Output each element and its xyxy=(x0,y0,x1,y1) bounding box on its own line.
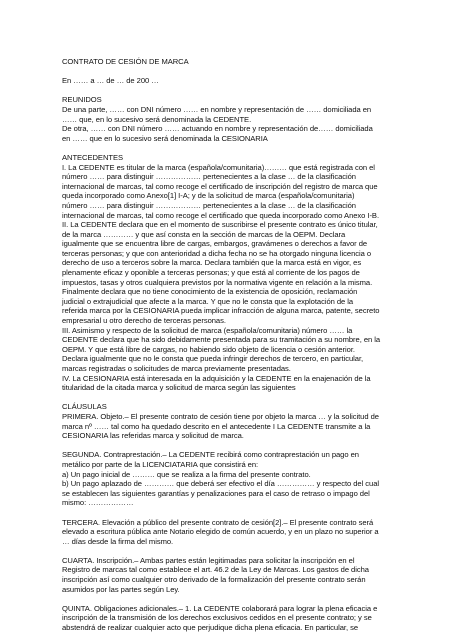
antecedentes-line: judicial o extrajudicial que afecte a la marca. Y que no le consta que la explotación de la xyxy=(62,296,354,306)
clausula-quinta-line: inscripción de la transmisión de los derechos exclusivos cedidos en el presente contrato; y se xyxy=(62,613,372,623)
antecedentes-line: CEDENTE declara que ha sido debidamente presentada para su tramitación a su nombre, en la xyxy=(62,335,381,345)
antecedentes-line: derecho de uso a terceros sobre la marca. Declara también que la marca está en vigor, es xyxy=(62,258,362,268)
clausula-tercera-line: elevado a escritura pública ante Notario elegido de común acuerdo, y en un plazo no superior a xyxy=(62,527,379,537)
paragraph-gap xyxy=(62,546,423,556)
antecedentes-line: número …… para distinguir ……………… pertenecientes a la clase … de la clasificación xyxy=(62,200,356,210)
paragraph-gap xyxy=(62,86,423,96)
antecedentes-line: III. Asimismo y respecto de la solicitud de marca (española/comunitaria) número …… la xyxy=(62,325,353,335)
antecedentes-line: plenamente eficaz y oponible a terceras personas; y que está al corriente de los pagos de xyxy=(62,268,360,278)
paragraph-gap xyxy=(62,67,423,77)
clausula-segunda-line: se establecen las siguientes garantías y penalizaciones para el caso de retraso o impago del xyxy=(62,488,370,498)
antecedentes-line: II. La CEDENTE declara que en el momento de suscribirse el presente contrato es único titular, xyxy=(62,220,378,230)
section-heading-clausulas: CLÁUSULAS xyxy=(62,402,107,412)
paragraph-gap xyxy=(62,508,423,518)
clausula-quinta-line: QUINTA. Obligaciones adicionales.– 1. La CEDENTE colaborará para lograr la plena eficacia e xyxy=(62,603,378,613)
paragraph-gap xyxy=(62,441,423,451)
antecedentes-line: Finalmente declara que no tiene conocimiento de la existencia de oposición, reclamación xyxy=(62,287,358,297)
section-heading-reunidos: REUNIDOS xyxy=(62,95,102,105)
document-body xyxy=(62,57,423,633)
reunidos-line: en …… que en lo sucesivo será denominada la CESIONARIA xyxy=(62,133,268,143)
section-heading-antecedentes: ANTECEDENTES xyxy=(62,152,124,162)
antecedentes-line: terceras personas; y que con anterioridad a dicha fecha no se ha otorgado ninguna licencia o xyxy=(62,248,372,258)
paragraph-gap xyxy=(62,393,423,403)
clausula-primera-line: marca nº …… tal como ha quedado descrito en el antecedente I La CEDENTE transmite a la xyxy=(62,421,371,431)
clausula-segunda-line: metálico por parte de la LICENCIATARIA que consistirá en: xyxy=(62,459,259,469)
antecedentes-line: número …… para distinguir ……………… pertenecientes a la clase … de la clasificación xyxy=(62,172,356,182)
clausula-cuarta-line: Registro de marcas tal como establece el art. 46.2 de la Ley de Marcas. Los gastos de dicha xyxy=(62,565,369,575)
clausula-segunda-line: a) Un pago inicial de ……… que se realiza a la firma del presente contrato. xyxy=(62,469,311,479)
antecedentes-line: empresarial u otro derecho de terceras personas. xyxy=(62,316,226,326)
reunidos-line: De una parte, …… con DNI número …… en nombre y representación de …… domiciliada en xyxy=(62,104,372,114)
clausula-cuarta-line: CUARTA. Inscripción.– Ambas partes están legitimadas para solicitar la inscripción en el xyxy=(62,555,355,565)
clausula-tercera-line: TERCERA. Elevación a público del presente contrato de cesión[2].– El presente contrato será xyxy=(62,517,374,527)
clausula-cuarta-line: inscripción así como cualquier otro derivado de la formalización del presente contrato serán xyxy=(62,575,366,585)
antecedentes-line: titularidad de la citada marca y solicitud de marca según las siguientes xyxy=(62,383,296,393)
date-line: En …… a … de … de 200 … xyxy=(62,76,159,86)
clausula-primera-line: PRIMERA. Objeto.– El presente contrato de cesión tiene por objeto la marca … y la solicitud de xyxy=(62,411,379,421)
antecedentes-line: queda incorporado como Anexo[1] I-A; y de la solicitud de marca (española/comunitaria) xyxy=(62,191,355,201)
antecedentes-line: internacional de marcas, tal como recoge el certificado que queda incorporado como Anexo I-B. xyxy=(62,210,380,220)
clausula-segunda-line: mismo: ……………… xyxy=(62,498,134,508)
antecedentes-line: referida marca por la CESIONARIA pueda implicar infracción de alguna marca, patente, secreto xyxy=(62,306,380,316)
clausula-cuarta-line: asumidos por las partes según Ley. xyxy=(62,584,180,594)
paragraph-gap xyxy=(62,594,423,604)
clausula-primera-line: CESIONARIA las referidas marca y solicitud de marca. xyxy=(62,431,244,441)
antecedentes-line: I. La CEDENTE es titular de la marca (española/comunitaria)……… que está registrada con el xyxy=(62,162,375,172)
clausula-quinta-line: abstendrá de realizar cualquier acto que perjudique dicha plena eficacia. En particular, se xyxy=(62,623,359,633)
paragraph-gap xyxy=(62,143,423,153)
antecedentes-line: Declara igualmente que no le consta que pueda infringir derechos de tercero, en particular, xyxy=(62,354,364,364)
clausula-tercera-line: … días desde la firma del mismo. xyxy=(62,536,174,546)
reunidos-line: De otra, …… con DNI número …… actuando en nombre y representación de…… domiciliada xyxy=(62,124,373,134)
antecedentes-line: impuestos, tasas y otros cualquiera previstos por la normativa vigente en relación a la misma. xyxy=(62,277,373,287)
antecedentes-line: de la marca ………… y que así consta en la sección de marcas de la OEPM. Declara xyxy=(62,229,346,239)
antecedentes-line: OEPM. Y que está libre de cargas, no habiendo sido objeto de licencia o cesión anterior. xyxy=(62,344,355,354)
antecedentes-line: IV. La CESIONARIA está interesada en la adquisición y la CEDENTE en la enajenación de la xyxy=(62,373,371,383)
antecedentes-line: internacional de marcas, tal como recoge el certificado de inscripción del registro de marca que xyxy=(62,181,378,191)
clausula-segunda-line: SEGUNDA. Contraprestación.– La CEDENTE recibirá como contraprestación un pago en xyxy=(62,450,359,460)
reunidos-line: …… que, en lo sucesivo será denominada la CEDENTE. xyxy=(62,114,252,124)
clausula-segunda-line: b) Un pago aplazado de ………… que deberá ser efectivo el día …………… y respecto del cual xyxy=(62,479,380,489)
antecedentes-line: igualmente que se encuentra libre de cargas, embargos, gravámenes o derechos a favor de xyxy=(62,239,368,249)
antecedentes-line: marcas registradas o solicitudes de marca previamente presentadas. xyxy=(62,364,291,373)
document-title: CONTRATO DE CESIÓN DE MARCA xyxy=(62,57,189,66)
